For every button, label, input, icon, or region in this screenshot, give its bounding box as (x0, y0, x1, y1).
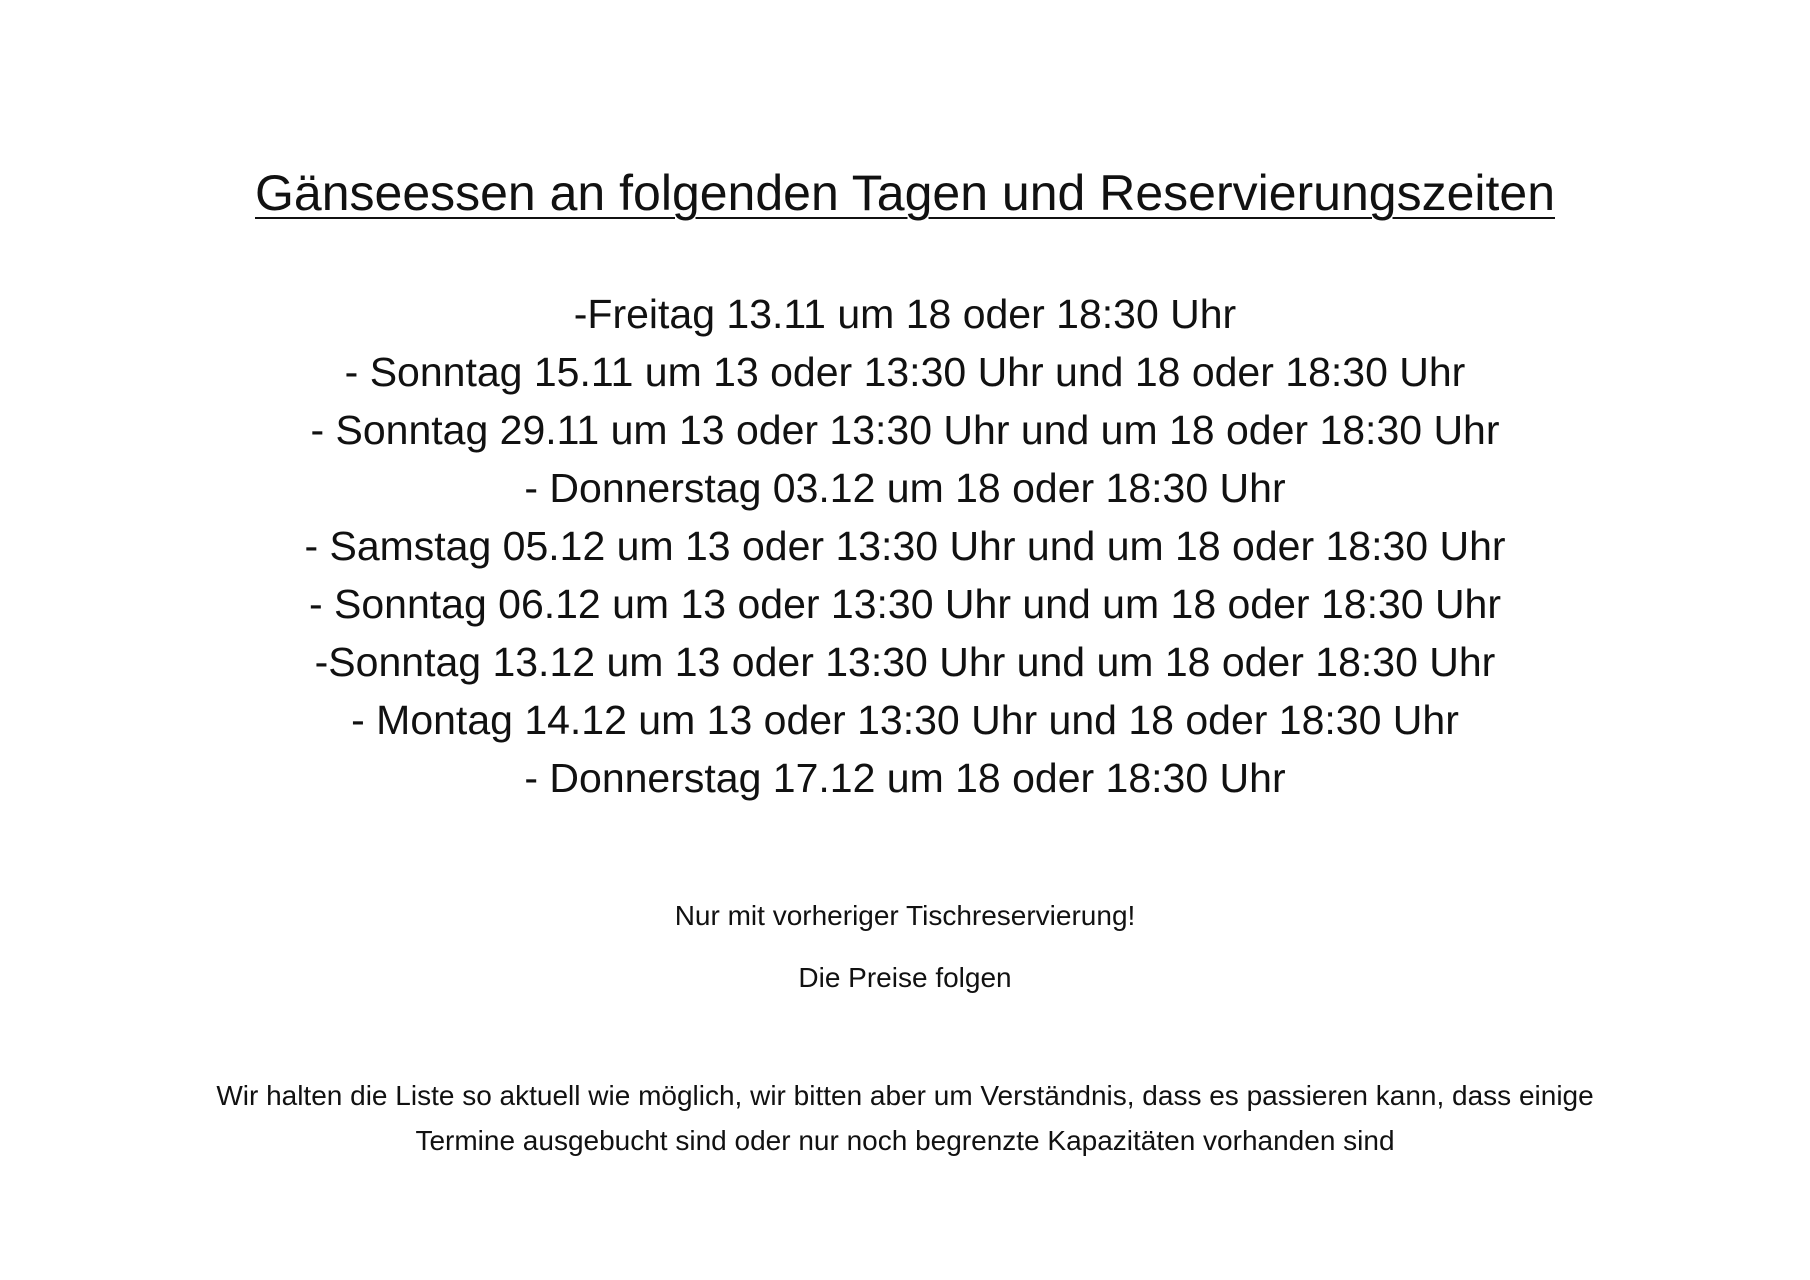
list-item: - Montag 14.12 um 13 oder 13:30 Uhr und 18 oder 18:30 Uhr (351, 697, 1459, 743)
disclaimer-line: Termine ausgebucht sind oder nur noch begrenzte Kapazitäten vorhanden sind (415, 1125, 1395, 1156)
list-item: - Sonntag 06.12 um 13 oder 13:30 Uhr und um 18 oder 18:30 Uhr (308, 581, 1502, 627)
list-item: - Sonntag 29.11 um 13 oder 13:30 Uhr und um 18 oder 18:30 Uhr (310, 407, 1500, 453)
prices-note: Die Preise folgen (798, 962, 1012, 993)
list-item: - Donnerstag 17.12 um 18 oder 18:30 Uhr (524, 755, 1286, 801)
list-item: -Freitag 13.11 um 18 oder 18:30 Uhr (573, 291, 1237, 337)
date-list (0, 285, 1810, 807)
disclaimer-line: Wir halten die Liste so aktuell wie möglich, wir bitten aber um Verständnis, dass es passieren kann, dass einige (216, 1080, 1594, 1111)
reservation-note: Nur mit vorheriger Tischreservierung! (674, 900, 1136, 931)
list-item: -Sonntag 13.12 um 13 oder 13:30 Uhr und um 18 oder 18:30 Uhr (314, 639, 1496, 685)
list-item: - Sonntag 15.11 um 13 oder 13:30 Uhr und 18 oder 18:30 Uhr (344, 349, 1466, 395)
list-item: - Samstag 05.12 um 13 oder 13:30 Uhr und um 18 oder 18:30 Uhr (304, 523, 1506, 569)
page-title-text: Gänseessen an folgenden Tagen und Reservierungszeiten (255, 165, 1555, 221)
page-title (0, 158, 1810, 228)
disclaimer (0, 1073, 1810, 1163)
list-item: - Donnerstag 03.12 um 18 oder 18:30 Uhr (524, 465, 1286, 511)
